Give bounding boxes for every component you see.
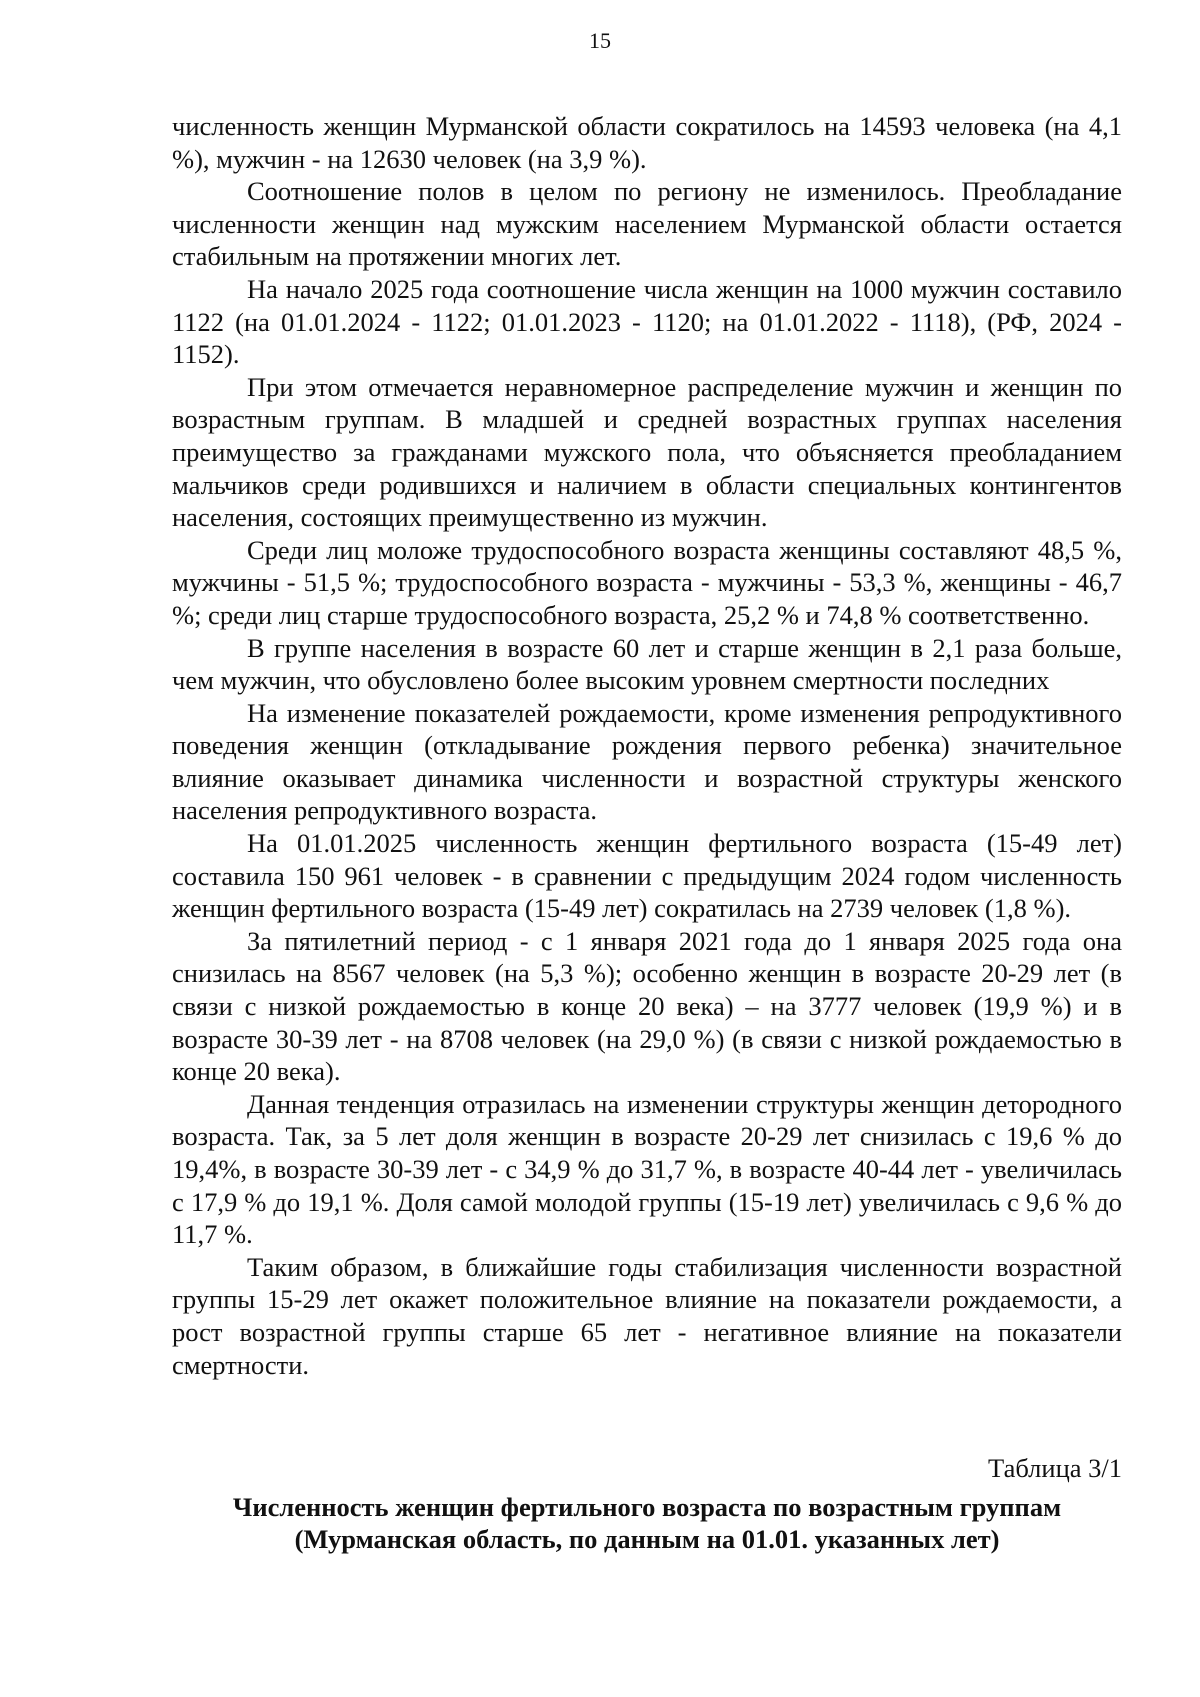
table-title [172,1491,1122,1556]
paragraph-fertility-factors: На изменение показателей рождаемости, кроме изменения репродуктивного поведения женщин (откладывание рождения первого ребенка) значительное влияние оказывает динамика численности и возрастной структуры женского населения репродуктивного возраста. [172,697,1122,826]
paragraph-sex-ratio-2025: На начало 2025 года соотношение числа женщин на 1000 мужчин составило 1122 (на 01.01.2024 - 1122; 01.01.2023 - 1120; на 01.01.2022 - 1118), (РФ, 2024 - 1152). [172,273,1122,370]
paragraph-working-age-shares: Среди лиц моложе трудоспособного возраста женщины составляют 48,5 %, мужчины - 51,5 %; трудоспособного возраста - мужчины - 53,3 %, женщины - 46,7 %; среди лиц старше трудоспособного возраста, 25,2 % и 74,8 % соответственно. [172,534,1122,630]
table-caption [172,1452,1122,1556]
paragraph-fertile-women-2025: На 01.01.2025 численность женщин фертильного возраста (15-49 лет) составила 150 961 человек - в сравнении с предыдущим 2024 годом численность женщин фертильного возраста (15-49 лет) сократилась на 2739 человек (1,8 %). [172,828,1122,924]
table-title-line-2: (Мурманская область, по данным на 01.01. указанных лет) [294,1524,1000,1555]
paragraph-age-distribution: При этом отмечается неравномерное распределение мужчин и женщин по возрастным группам. В младшей и средней возрастных группах населения преимущество за гражданами мужского пола, что объясняется преобладанием мальчиков среди родившихся и наличием в области специальных контингентов населения, состоящих преимущественно из мужчин. [172,371,1122,533]
paragraph-elderly-group: В группе населения в возрасте 60 лет и старше женщин в 2,1 раза больше, чем мужчин, что обусловлено более высоким уровнем смертности последних [172,632,1122,696]
table-title-line-1: Численность женщин фертильного возраста по возрастным группам [232,1491,1062,1522]
paragraph-structure-change: Данная тенденция отразилась на изменении структуры женщин детородного возраста. Так, за 5 лет доля женщин в возрасте 20-29 лет снизилась с 19,6 % до 19,4%, в возрасте 30-39 лет - с 34,9 % до 31,7 %, в возрасте 40-44 лет - увеличилась с 17,9 % до 19,1 %. Доля самой молодой группы (15-19 лет) увеличилась с 9,6 % до 11,7 %. [172,1088,1122,1250]
paragraph-five-year-decline: За пятилетний период - с 1 января 2021 года до 1 января 2025 года она снизилась на 8567 человек (на 5,3 %); особенно женщин в возрасте 20-29 лет (в связи с низкой рождаемостью в конце 20 века) – на 3777 человек (19,9 %) и в возрасте 30-39 лет - на 8708 человек (на 29,0 %) (в связи с низкой рождаемостью в конце 20 века). [172,925,1122,1087]
paragraph-sex-ratio-stability: Соотношение полов в целом по региону не изменилось. Преобладание численности женщин над мужским населением Мурманской области остается стабильным на протяжении многих лет. [172,176,1122,272]
paragraph-continuation: численность женщин Мурманской области сократилось на 14593 человека (на 4,1 %), мужчин - на 12630 человек (на 3,9 %). [172,111,1122,174]
document-body [172,110,1122,1381]
table-label: Таблица 3/1 [988,1453,1122,1483]
page-number: 15 [589,28,611,53]
paragraph-conclusion: Таким образом, в ближайшие годы стабилизация численности возрастной группы 15-29 лет окажет положительное влияние на показатели рождаемости, а рост возрастной группы старше 65 лет - негативное влияние на показатели смертности. [172,1251,1122,1380]
